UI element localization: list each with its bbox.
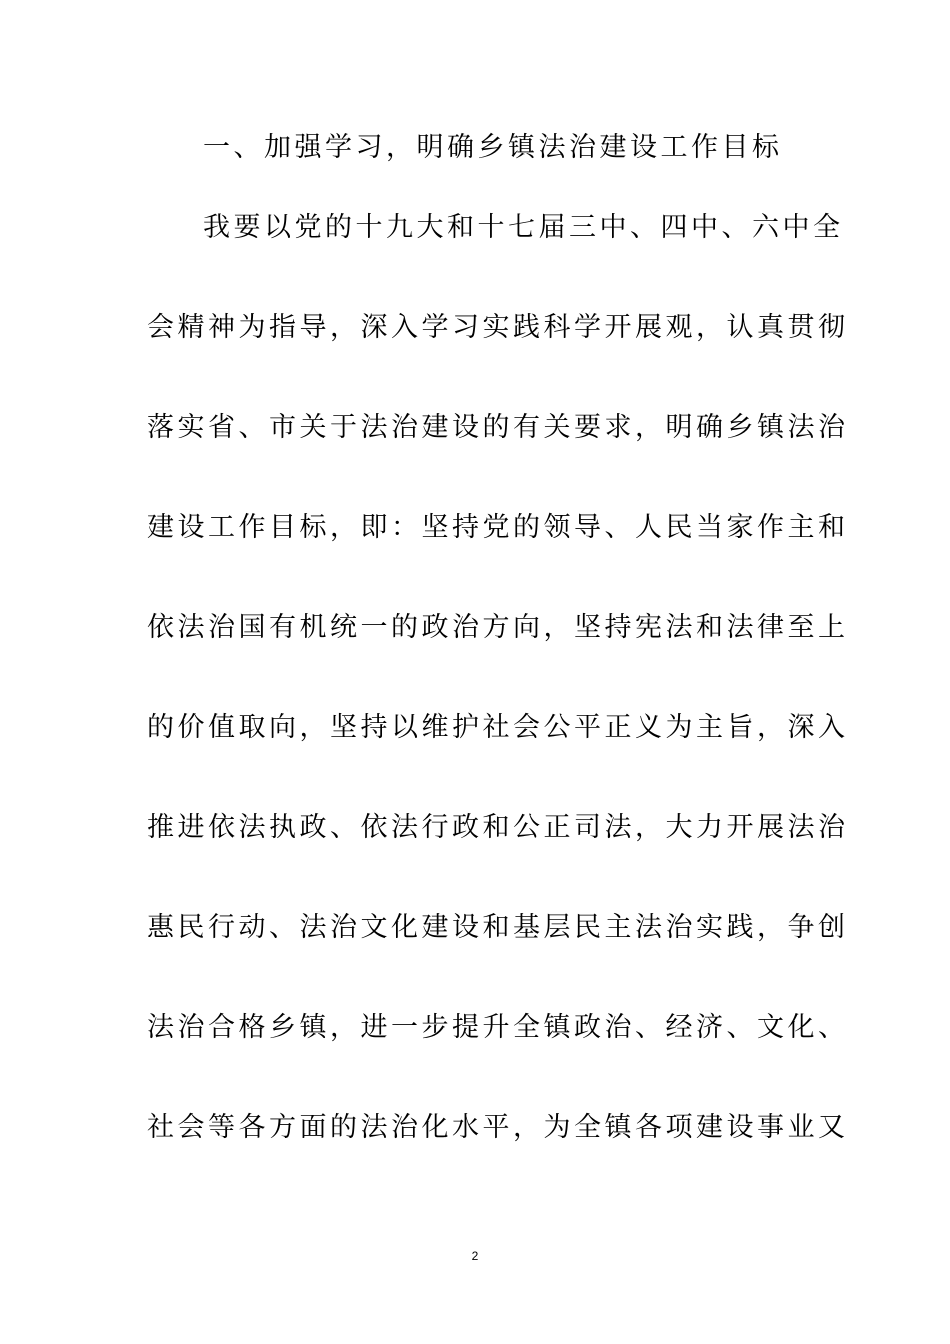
paragraph-line: 法治合格乡镇，进一步提升全镇政治、经济、文化、: [147, 1012, 849, 1043]
paragraph-line: 依法治国有机统一的政治方向，坚持宪法和法律至上: [147, 612, 849, 643]
paragraph-line: 落实省、市关于法治建设的有关要求，明确乡镇法治: [147, 412, 849, 443]
paragraph-line: 建设工作目标，即：坚持党的领导、人民当家作主和: [147, 512, 849, 543]
page-number: 2: [471, 1249, 479, 1263]
paragraph-line: 社会等各方面的法治化水平，为全镇各项建设事业又: [147, 1112, 849, 1143]
section-heading: 一、加强学习，明确乡镇法治建设工作目标: [203, 132, 783, 163]
paragraph-line: 推进依法执政、依法行政和公正司法，大力开展法治: [147, 812, 849, 843]
paragraph-line: 惠民行动、法治文化建设和基层民主法治实践，争创: [147, 912, 849, 943]
paragraph-line: 我要以党的十九大和十七届三中、四中、六中全: [203, 212, 844, 243]
paragraph-line: 会精神为指导，深入学习实践科学开展观，认真贯彻: [147, 312, 849, 343]
paragraph-line: 的价值取向，坚持以维护社会公平正义为主旨，深入: [147, 712, 849, 743]
